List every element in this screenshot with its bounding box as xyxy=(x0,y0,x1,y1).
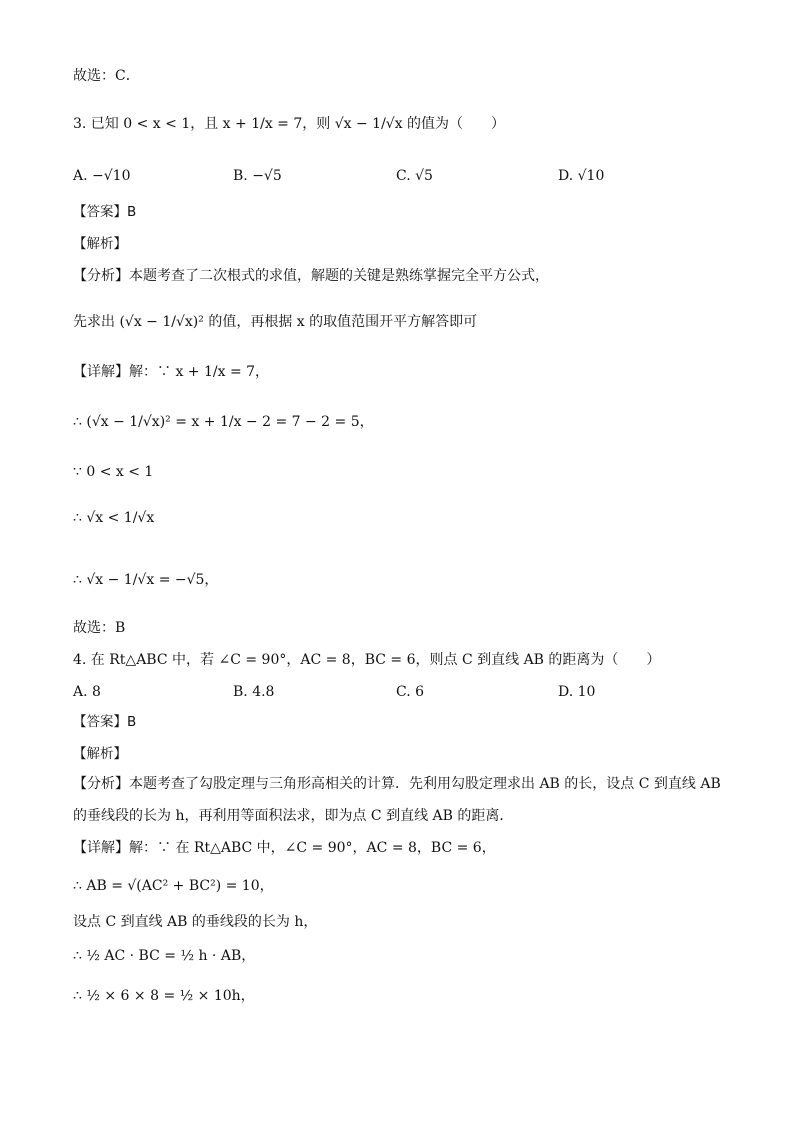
question-4-stem: 4. 在 Rt△ABC 中，若 ∠C = 90°，AC = 8，BC = 6，则点 C 到直线 AB 的距离为（ ） xyxy=(73,652,661,668)
q3-analysis-heading: 【解析】 xyxy=(73,236,127,252)
q4-answer: 【答案】B xyxy=(73,714,137,730)
question-3-stem: 3. 已知 0 < x < 1，且 x + 1/x = 7，则 √x − 1/√x 的值为（ ） xyxy=(73,116,506,132)
q4-analysis-cont: 的垂线段的长为 h，再利用等面积法求，即为点 C 到直线 AB 的距离． xyxy=(73,808,514,824)
q4-option-c: C. 6 xyxy=(396,684,425,700)
q3-analysis: 【分析】本题考查了二次根式的求值，解题的关键是熟练掌握完全平方公式， xyxy=(73,268,549,284)
q4-option-d: D. 10 xyxy=(558,684,596,700)
q3-option-a: A. −√10 xyxy=(73,168,131,184)
q4-analysis: 【分析】本题考查了勾股定理与三角形高相关的计算．先利用勾股定理求出 AB 的长，设点 C 到直线 AB xyxy=(73,776,721,792)
q3-analysis-cont: 先求出 (√x − 1/√x)² 的值，再根据 x 的取值范围开平方解答即可 xyxy=(73,314,478,330)
q3-detail-3: ∵ 0 < x < 1 xyxy=(73,464,154,480)
q4-detail-4: ∴ ½ AC · BC = ½ h · AB， xyxy=(73,948,256,964)
q3-detail-4: ∴ √x < 1/√x xyxy=(73,510,155,526)
q3-detail-1: 【详解】解：∵ x + 1/x = 7， xyxy=(73,364,270,380)
line-0: 故选：C． xyxy=(73,68,140,84)
q4-detail-5: ∴ ½ × 6 × 8 = ½ × 10h， xyxy=(73,988,255,1004)
q4-option-a: A. 8 xyxy=(73,684,101,700)
q4-detail-2: ∴ AB = √(AC² + BC²) = 10， xyxy=(73,878,274,894)
q3-detail-2: ∴ (√x − 1/√x)² = x + 1/x − 2 = 7 − 2 = 5， xyxy=(73,414,374,430)
q3-answer: 【答案】B xyxy=(73,204,137,220)
q3-option-b: B. −√5 xyxy=(233,168,282,184)
q4-detail-1: 【详解】解：∵ 在 Rt△ABC 中，∠C = 90°，AC = 8，BC = 6， xyxy=(73,840,496,856)
q4-detail-3: 设点 C 到直线 AB 的垂线段的长为 h， xyxy=(73,914,318,930)
q3-option-c: C. √5 xyxy=(396,168,433,184)
q3-detail-5: ∴ √x − 1/√x = −√5， xyxy=(73,572,219,588)
q3-option-d: D. √10 xyxy=(558,168,605,184)
q3-choose: 故选：B xyxy=(73,620,126,636)
q4-analysis-heading: 【解析】 xyxy=(73,746,127,762)
q4-option-b: B. 4.8 xyxy=(233,684,275,700)
